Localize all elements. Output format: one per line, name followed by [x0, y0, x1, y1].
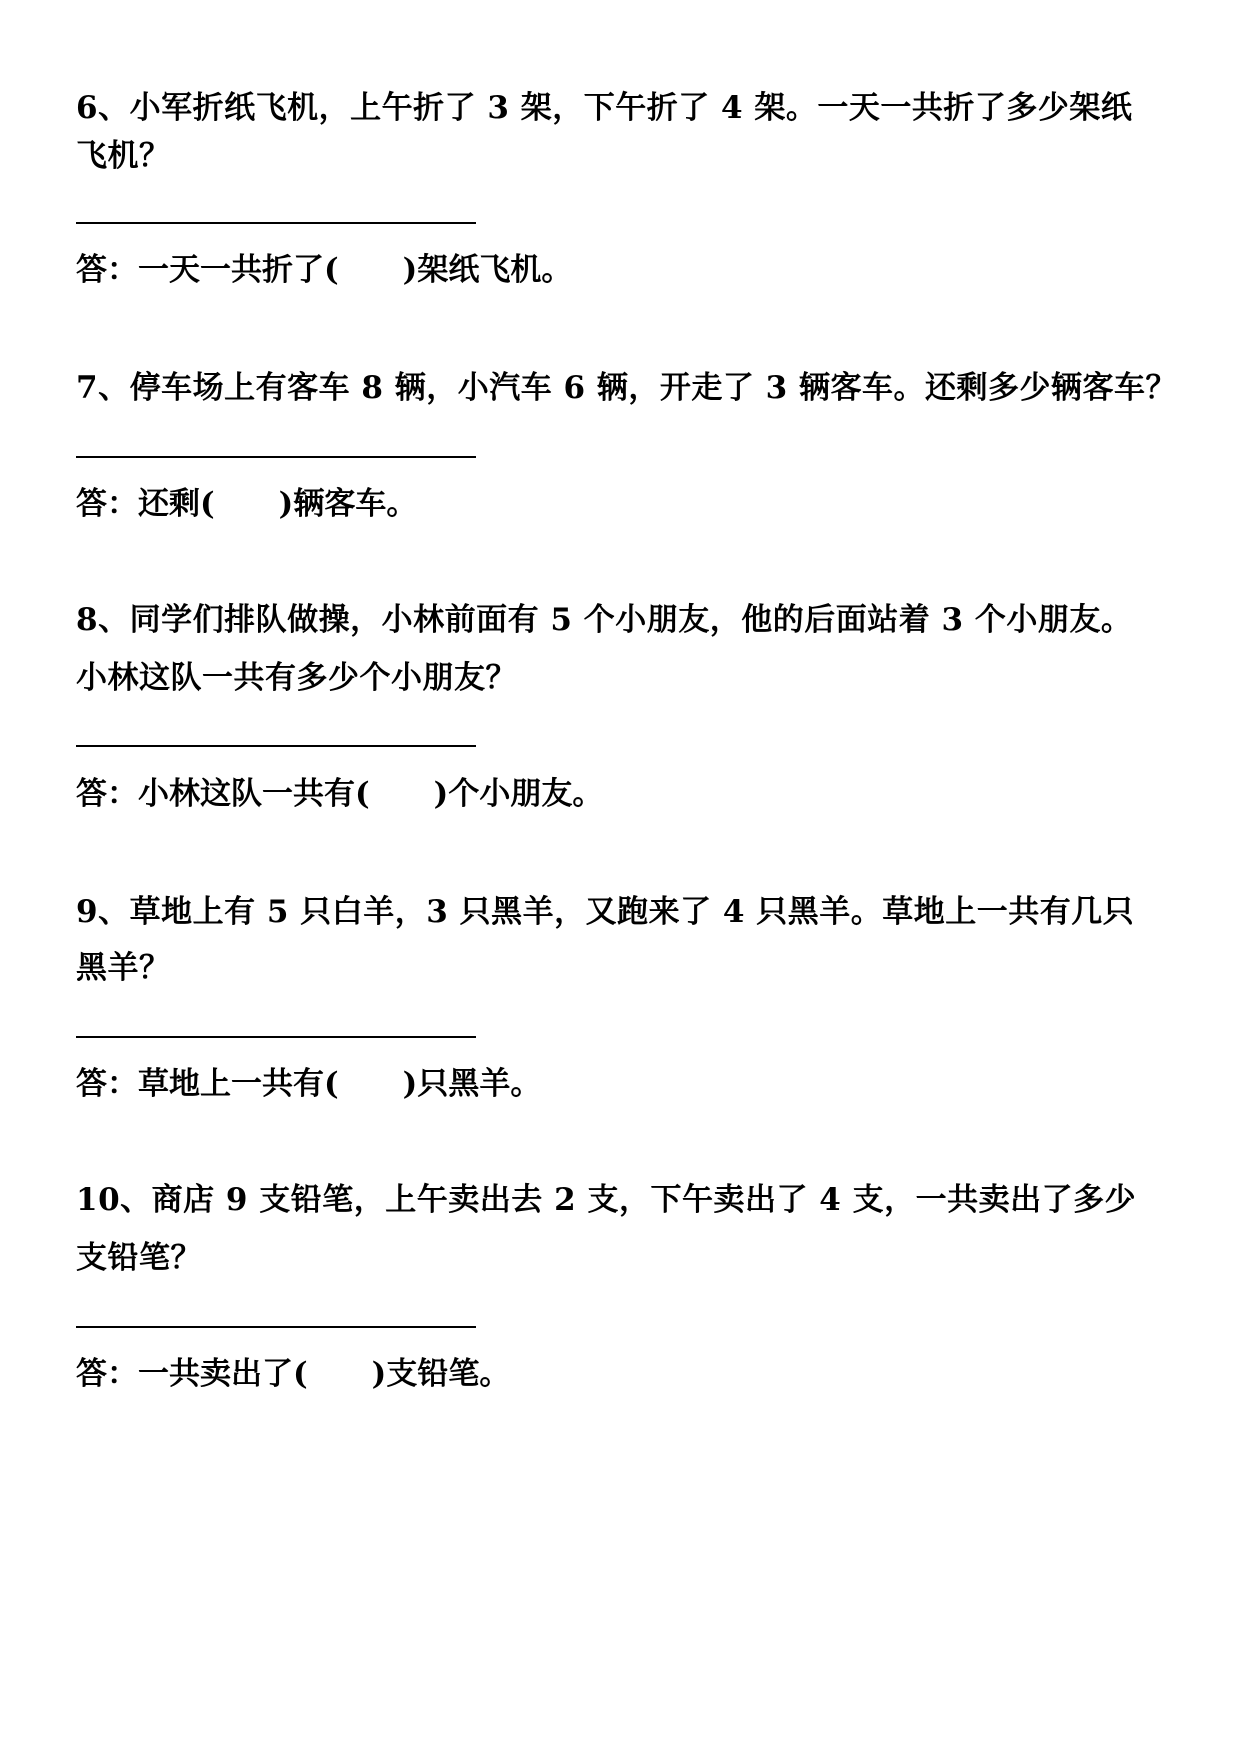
- answer-prefix: 答：草地上一共有(: [76, 1066, 339, 1102]
- working-line: [76, 456, 476, 458]
- working-line: [76, 222, 476, 224]
- question-text: 7、停车场上有客车 8 辆，小汽车 6 辆，开走了 3 辆客车。还剩多少辆客车？: [76, 370, 1178, 406]
- answer-line: [76, 484, 417, 524]
- answer-suffix: )辆客车。: [278, 486, 418, 522]
- answer-prefix: 答：一共卖出了(: [76, 1356, 308, 1392]
- question-text: 10、商店 9 支铅笔，上午卖出去 2 支，下午卖出了 4 支，一共卖出了多少: [76, 1182, 1137, 1218]
- question-text: 黑羊？: [76, 950, 171, 986]
- working-line: [76, 1326, 476, 1328]
- question-text: 6、小军折纸飞机，上午折了 3 架，下午折了 4 架。一天一共折了多少架纸: [76, 90, 1133, 126]
- question-text: 9、草地上有 5 只白羊，3 只黑羊，又跑来了 4 只黑羊。草地上一共有几只: [76, 894, 1135, 930]
- answer-line: [76, 250, 572, 290]
- answer-line: [76, 1354, 510, 1394]
- working-line: [76, 745, 476, 747]
- answer-prefix: 答：一天一共折了(: [76, 252, 339, 288]
- answer-suffix: )个小朋友。: [433, 776, 604, 812]
- answer-suffix: )只黑羊。: [402, 1066, 542, 1102]
- answer-suffix: )架纸飞机。: [402, 252, 573, 288]
- question-text: 8、同学们排队做操，小林前面有 5 个小朋友，他的后面站着 3 个小朋友。: [76, 602, 1133, 638]
- question-text: 小林这队一共有多少个小朋友？: [76, 660, 517, 696]
- answer-suffix: )支铅笔。: [371, 1356, 511, 1392]
- answer-prefix: 答：还剩(: [76, 486, 215, 522]
- question-text: 支铅笔？: [76, 1240, 202, 1276]
- working-line: [76, 1036, 476, 1038]
- answer-line: [76, 1064, 541, 1104]
- answer-prefix: 答：小林这队一共有(: [76, 776, 370, 812]
- question-text: 飞机？: [76, 138, 171, 174]
- answer-line: [76, 774, 603, 814]
